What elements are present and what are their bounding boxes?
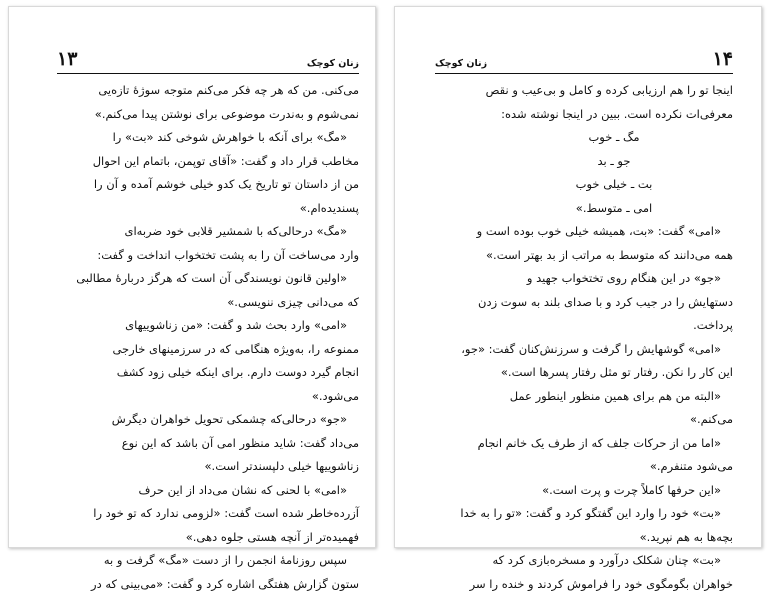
page-number: ۱۴ <box>713 50 733 69</box>
text-line: «امی» گفت: «بت، همیشه خیلی خوب بوده است و <box>435 220 733 244</box>
text-line: بچه‌ها به هم نپرید.» <box>435 526 733 550</box>
page-number: ۱۳ <box>57 50 77 69</box>
text-line: که می‌دانی چیزی ننویسی.» <box>57 291 359 315</box>
text-line: «جو» در این هنگام روی تختخواب جهید و <box>435 267 733 291</box>
text-line: «امی» با لحنی که نشان می‌داد از این حرف <box>57 479 359 503</box>
text-line: می‌شود.» <box>57 385 359 409</box>
text-line: مخاطب قرار داد و گفت: «آقای توپمن، باتمام این احوال <box>57 150 359 174</box>
text-line: «امی» وارد بحث شد و گفت: «من زناشوییهای <box>57 314 359 338</box>
text-line: «بت» خود را وارد این گفتگو کرد و گفت: «تو را به خدا <box>435 502 733 526</box>
text-line: «مگ» درحالی‌که با شمشیر قلابی خود ضربه‌ای <box>57 220 359 244</box>
left-page-body <box>57 79 359 539</box>
text-line: «مگ» برای آنکه با خواهرش شوخی کند «بت» را <box>57 126 359 150</box>
right-page-body <box>435 79 733 539</box>
left-page-header <box>57 47 359 74</box>
text-line: پرداخت. <box>435 314 733 338</box>
running-title: زنان کوچک <box>435 58 487 69</box>
text-line: خواهران بگومگوی خود را فراموش کردند و خنده را سر <box>435 573 733 596</box>
text-line: وارد می‌ساخت آن را به پشت تختخواب انداخت و گفت: <box>57 244 359 268</box>
text-line: انجام گیرد دوست دارم. برای اینکه خیلی زود کشف <box>57 361 359 385</box>
text-line: بت ـ خیلی خوب <box>435 173 733 197</box>
text-line: «جو» درحالی‌که چشمکی تحویل خواهران دیگرش <box>57 408 359 432</box>
text-line: سپس روزنامهٔ انجمن را از دست «مگ» گرفت و به <box>57 549 359 573</box>
text-line: می‌داد گفت: شاید منظور امی آن باشد که این نوع <box>57 432 359 456</box>
text-line: این کار را نکن. رفتار تو مثل رفتار پسرها است.» <box>435 361 733 385</box>
text-line: فهمیده‌تر از آنچه هستی جلوه دهی.» <box>57 526 359 550</box>
text-line: من از داستان تو تاریخ یک کدو خیلی خوشم آمده و آن را <box>57 173 359 197</box>
text-line: می‌کنم.» <box>435 408 733 432</box>
text-line: می‌کنی. من که هر چه فکر می‌کنم متوجه سوژهٔ تازه‌یی <box>57 79 359 103</box>
text-line: ستون گزارش هفتگی اشاره کرد و گفت: «می‌بینی که در <box>57 573 359 596</box>
running-title: زنان کوچک <box>307 58 359 69</box>
text-line: «اما من از حرکات جلف که از طرف یک خانم انجام <box>435 432 733 456</box>
text-line: «البته من هم برای همین منظور اینطور عمل <box>435 385 733 409</box>
text-line: دستهایش را در جیب کرد و با صدای بلند به سوت زدن <box>435 291 733 315</box>
text-line: «امی» گوشهایش را گرفت و سرزنش‌کنان گفت: «جو، <box>435 338 733 362</box>
text-line: مگ ـ خوب <box>435 126 733 150</box>
text-line: پسندیده‌ام.» <box>57 197 359 221</box>
text-line: می‌شود متنفرم.» <box>435 455 733 479</box>
text-line: نمی‌شوم و به‌ندرت موضوعی برای نوشتن پیدا می‌کنم.» <box>57 103 359 127</box>
text-line: امی ـ متوسط.» <box>435 197 733 221</box>
text-line: اینجا تو را هم ارزیابی کرده و کامل و بی‌عیب و نقص <box>435 79 733 103</box>
left-page <box>8 6 376 548</box>
text-line: «اولین قانون نویسندگی آن است که هرگز دربارهٔ مطالبی <box>57 267 359 291</box>
right-page-header <box>435 47 733 74</box>
text-line: آزرده‌خاطر شده است گفت: «لزومی ندارد که تو خود را <box>57 502 359 526</box>
text-line: معرفی‌ات نکرده است. ببین در اینجا نوشته شده: <box>435 103 733 127</box>
text-line: زناشوییها خیلی دلپسندتر است.» <box>57 455 359 479</box>
text-line: «بت» چنان شکلک درآورد و مسخره‌بازی کرد که <box>435 549 733 573</box>
text-line: «این حرفها کاملاً چرت و پرت است.» <box>435 479 733 503</box>
text-line: همه می‌دانند که متوسط به مراتب از بد بهتر است.» <box>435 244 733 268</box>
text-line: ممنوعه را، به‌ویژه هنگامی که در سرزمینهای خارجی <box>57 338 359 362</box>
right-page <box>394 6 762 548</box>
text-line: جو ـ بد <box>435 150 733 174</box>
